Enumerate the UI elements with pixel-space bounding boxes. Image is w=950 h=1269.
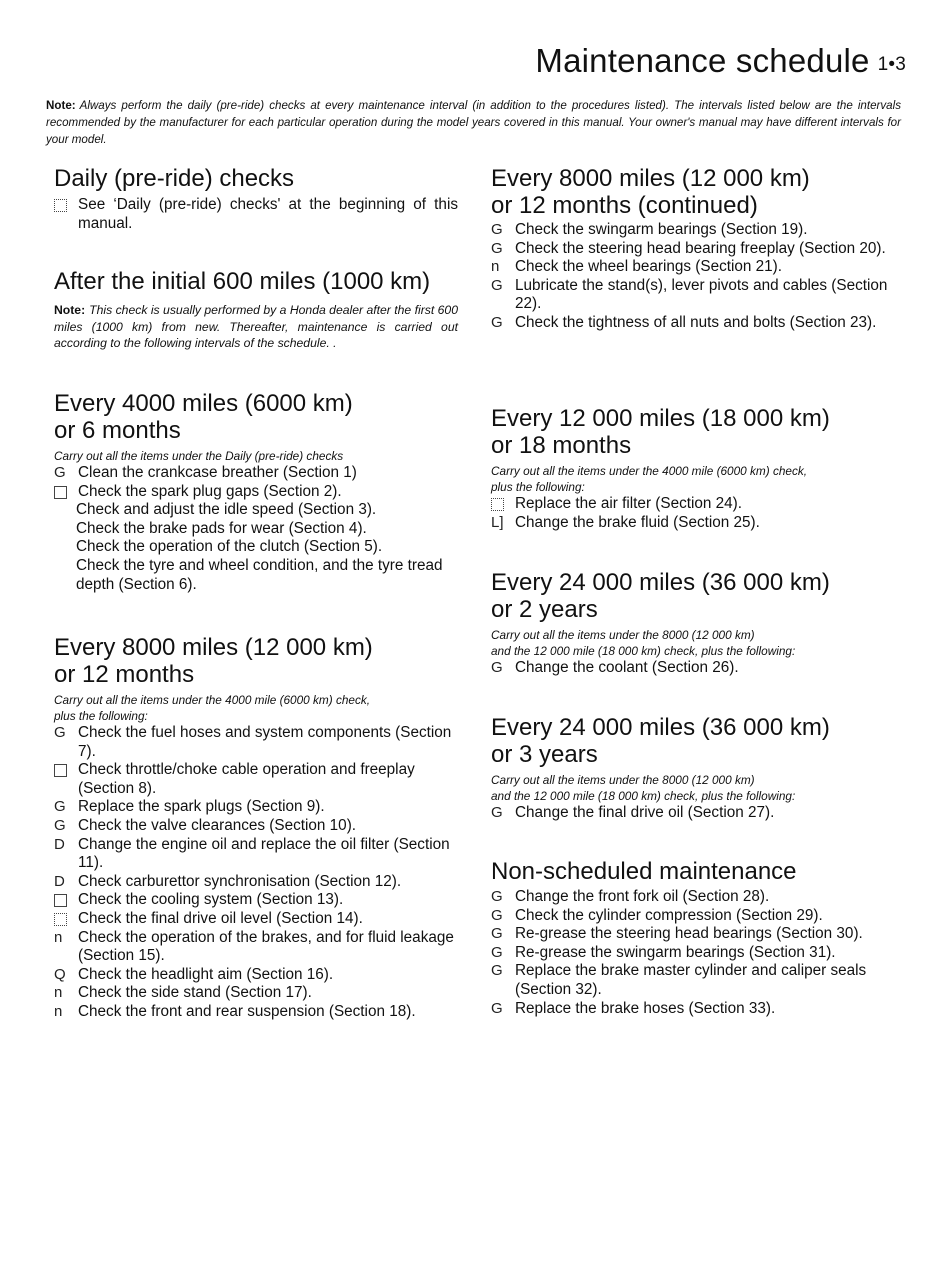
list-item [54, 483, 458, 502]
section-24000-miles-3-years [491, 714, 903, 823]
item-text: Replace the brake hoses (Section 33). [515, 999, 776, 1017]
item-text: Replace the air filter (Section 24). [515, 495, 743, 512]
title-line-2: or 18 months [491, 432, 632, 459]
section-8000-miles-continued [491, 165, 903, 333]
item-text: Check the side stand (Section 17). [78, 984, 312, 1002]
list-item [491, 240, 903, 259]
subtitle-line-2: plus the following: [491, 480, 585, 494]
bullet-mark: G [54, 464, 66, 481]
item-list [491, 659, 903, 678]
bullet-mark: n [54, 928, 63, 946]
item-text: Check the operation of the clutch (Section 5). [76, 538, 383, 556]
list-item [54, 836, 458, 873]
list-item [54, 817, 458, 836]
section-subtitle [491, 772, 903, 804]
subtitle-line-2: plus the following: [54, 709, 148, 723]
item-text: Check the tightness of all nuts and bolts (Section 23). [515, 313, 877, 331]
item-list [54, 464, 458, 594]
bullet-mark: G [491, 925, 503, 943]
list-item [54, 798, 458, 817]
bullet-mark: G [491, 276, 503, 294]
item-list [54, 724, 458, 1022]
list-item [491, 804, 903, 823]
item-text: Check the wheel bearings (Section 21). [515, 258, 782, 276]
subtitle-line-1: Carry out all the items under the 4000 mile (6000 km) check, [491, 464, 808, 478]
bullet-mark: G [54, 816, 66, 834]
bullet-mark: G [491, 943, 503, 961]
list-item [54, 984, 458, 1003]
section-note [54, 302, 458, 352]
title-line-2: or 12 months (continued) [491, 192, 758, 219]
list-item [54, 910, 458, 929]
intro-note-text: Always perform the daily (pre-ride) checks at every maintenance interval (in addition to the procedures listed). The intervals listed below are the intervals recommended by the manufacturer for each particular operation during the model years covered in this manual. Your owner's manual may have different intervals for your model. [46, 99, 901, 146]
item-list [491, 495, 903, 532]
item-text: Check the brake pads for wear (Section 4). [76, 519, 367, 537]
bullet-mark: G [491, 999, 503, 1017]
item-text: Check the fuel hoses and system components (Section 7). [78, 724, 452, 760]
title-line-2: or 12 months [54, 661, 195, 688]
list-item [54, 1003, 458, 1022]
list-item [491, 962, 903, 999]
section-non-scheduled [491, 858, 903, 1018]
bullet-mark: G [491, 659, 503, 676]
intro-note [46, 97, 901, 148]
bullet-mark: G [491, 888, 503, 905]
list-item [491, 221, 903, 240]
item-text: Check throttle/choke cable operation and freeplay (Section 8). [78, 761, 415, 797]
bullet-mark: n [54, 984, 63, 1002]
list-item [491, 925, 903, 944]
item-text: Change the coolant (Section 26). [515, 659, 739, 676]
list-item [54, 520, 458, 539]
section-title [54, 390, 458, 444]
item-text: Check the operation of the brakes, and for fluid leakage (Section 15). [78, 928, 454, 965]
checkbox-icon [54, 196, 74, 218]
list-item [491, 659, 903, 678]
list-item [54, 501, 458, 520]
section-title: Non-scheduled maintenance [491, 858, 797, 885]
section-daily [54, 165, 458, 233]
section-title: Daily (pre-ride) checks [54, 165, 295, 192]
title-line-1: Every 12 000 miles (18 000 km) [491, 405, 830, 432]
section-note-text: This check is usually performed by a Honda dealer after the first 600 miles (1000 km) from new. Thereafter, maintenance is carried out according to the following intervals of the schedule. . [54, 303, 458, 350]
list-item [54, 929, 458, 966]
list-item [491, 314, 903, 333]
list-item [491, 277, 903, 314]
list-item [491, 944, 903, 963]
page-number: 1•3 [877, 54, 906, 75]
item-text: Check the cylinder compression (Section 29). [515, 906, 823, 924]
bullet-mark: G [491, 962, 503, 980]
bullet-mark: n [54, 1002, 63, 1020]
list-item [54, 557, 458, 594]
bullet-mark: G [491, 313, 503, 331]
item-list [491, 888, 903, 1018]
intro-note-label: Note: [46, 99, 76, 112]
subtitle-line-1: Carry out all the items under the 4000 mile (6000 km) check, [54, 693, 371, 707]
bullet-mark: G [54, 798, 66, 816]
section-8000-miles [54, 634, 458, 1022]
list-item [54, 873, 458, 892]
item-text: Check the tyre and wheel condition, and the tyre tread depth (Section 6). [76, 556, 443, 593]
item-text: Clean the crankcase breather (Section 1) [78, 464, 357, 481]
section-title [491, 165, 903, 219]
list-item [54, 464, 458, 483]
list-item [54, 761, 458, 798]
section-title [54, 634, 458, 688]
section-initial-600 [54, 268, 458, 352]
item-text: Re-grease the steering head bearings (Section 30). [515, 925, 863, 943]
list-item [54, 538, 458, 557]
section-note-label: Note: [54, 303, 86, 317]
item-text: Check carburettor synchronisation (Section 12). [78, 872, 402, 890]
title-line-1: Every 4000 miles (6000 km) [54, 390, 353, 417]
title-line-1: Every 24 000 miles (36 000 km) [491, 714, 830, 741]
list-item [491, 514, 903, 533]
item-text: Lubricate the stand(s), lever pivots and cables (Section 22). [515, 276, 888, 313]
list-item [491, 907, 903, 926]
item-text: Change the brake fluid (Section 25). [515, 513, 760, 531]
bullet-mark: G [491, 239, 503, 257]
page-title-text: Maintenance schedule [535, 42, 870, 79]
checkbox-icon [54, 761, 74, 783]
item-text: Check the final drive oil level (Section 14). [78, 909, 363, 927]
title-line-1: Every 8000 miles (12 000 km) [54, 634, 373, 661]
item-text: Check and adjust the idle speed (Section 3). [76, 501, 377, 519]
item-text: Change the final drive oil (Section 27). [515, 804, 775, 821]
section-12000-miles [491, 405, 903, 532]
subtitle-line-2: and the 12 000 mile (18 000 km) check, plus the following: [491, 789, 796, 803]
list-item [54, 891, 458, 910]
list-item [491, 495, 903, 514]
section-subtitle [54, 692, 458, 724]
title-line-2: or 2 years [491, 596, 598, 623]
bullet-mark: Q [54, 965, 66, 983]
list-item [491, 258, 903, 277]
item-list [491, 221, 903, 333]
item-text: Check the headlight aim (Section 16). [78, 965, 334, 983]
bullet-mark: n [491, 258, 500, 276]
section-24000-miles-2-years [491, 569, 903, 678]
list-item [491, 1000, 903, 1019]
subtitle-line-1: Carry out all the items under the 8000 (12 000 km) [491, 773, 755, 787]
section-4000-miles [54, 390, 458, 594]
bullet-mark: D [54, 835, 65, 853]
section-title: After the initial 600 miles (1000 km) [54, 268, 431, 295]
item-text: Check the steering head bearing freeplay (Section 20). [515, 239, 886, 257]
list-item [54, 966, 458, 985]
section-subtitle [491, 627, 903, 659]
item-text: Replace the brake master cylinder and caliper seals (Section 32). [515, 962, 867, 998]
item-text: Check the spark plug gaps (Section 2). [78, 482, 342, 500]
item-text: Replace the spark plugs (Section 9). [78, 798, 325, 816]
bullet-mark: G [491, 221, 503, 238]
item-text: Check the front and rear suspension (Section 18). [78, 1002, 416, 1020]
title-line-1: Every 24 000 miles (36 000 km) [491, 569, 830, 596]
item-text: Change the engine oil and replace the oil filter (Section 11). [78, 835, 450, 872]
section-title [491, 405, 903, 459]
title-line-2: or 3 years [491, 741, 598, 768]
subtitle-line-1: Carry out all the items under the 8000 (12 000 km) [491, 628, 755, 642]
item-list [491, 804, 903, 823]
bullet-mark: L] [491, 513, 504, 531]
bullet-mark: G [491, 804, 503, 821]
item-text: See ‘Daily (pre-ride) checks' at the beginning of this manual. [78, 196, 458, 232]
title-line-1: Every 8000 miles (12 000 km) [491, 165, 810, 192]
section-title [491, 714, 903, 768]
item-text: Check the valve clearances (Section 10). [78, 816, 357, 834]
item-text: Check the cooling system (Section 13). [78, 891, 344, 909]
bullet-mark: D [54, 872, 65, 890]
item-text: Re-grease the swingarm bearings (Section 31). [515, 943, 836, 961]
item-text: Change the front fork oil (Section 28). [515, 888, 770, 905]
bullet-mark: G [491, 906, 503, 924]
title-line-2: or 6 months [54, 417, 181, 444]
section-title [491, 569, 903, 623]
page-title [535, 42, 906, 80]
section-subtitle: Carry out all the items under the Daily (pre-ride) checks [54, 449, 344, 463]
list-item [491, 888, 903, 907]
list-item [54, 724, 458, 761]
item-text: Check the swingarm bearings (Section 19). [515, 221, 808, 238]
bullet-mark: G [54, 724, 66, 741]
item-list [54, 196, 458, 233]
section-subtitle [491, 463, 903, 495]
subtitle-line-2: and the 12 000 mile (18 000 km) check, plus the following: [491, 644, 796, 658]
list-item [54, 196, 458, 233]
